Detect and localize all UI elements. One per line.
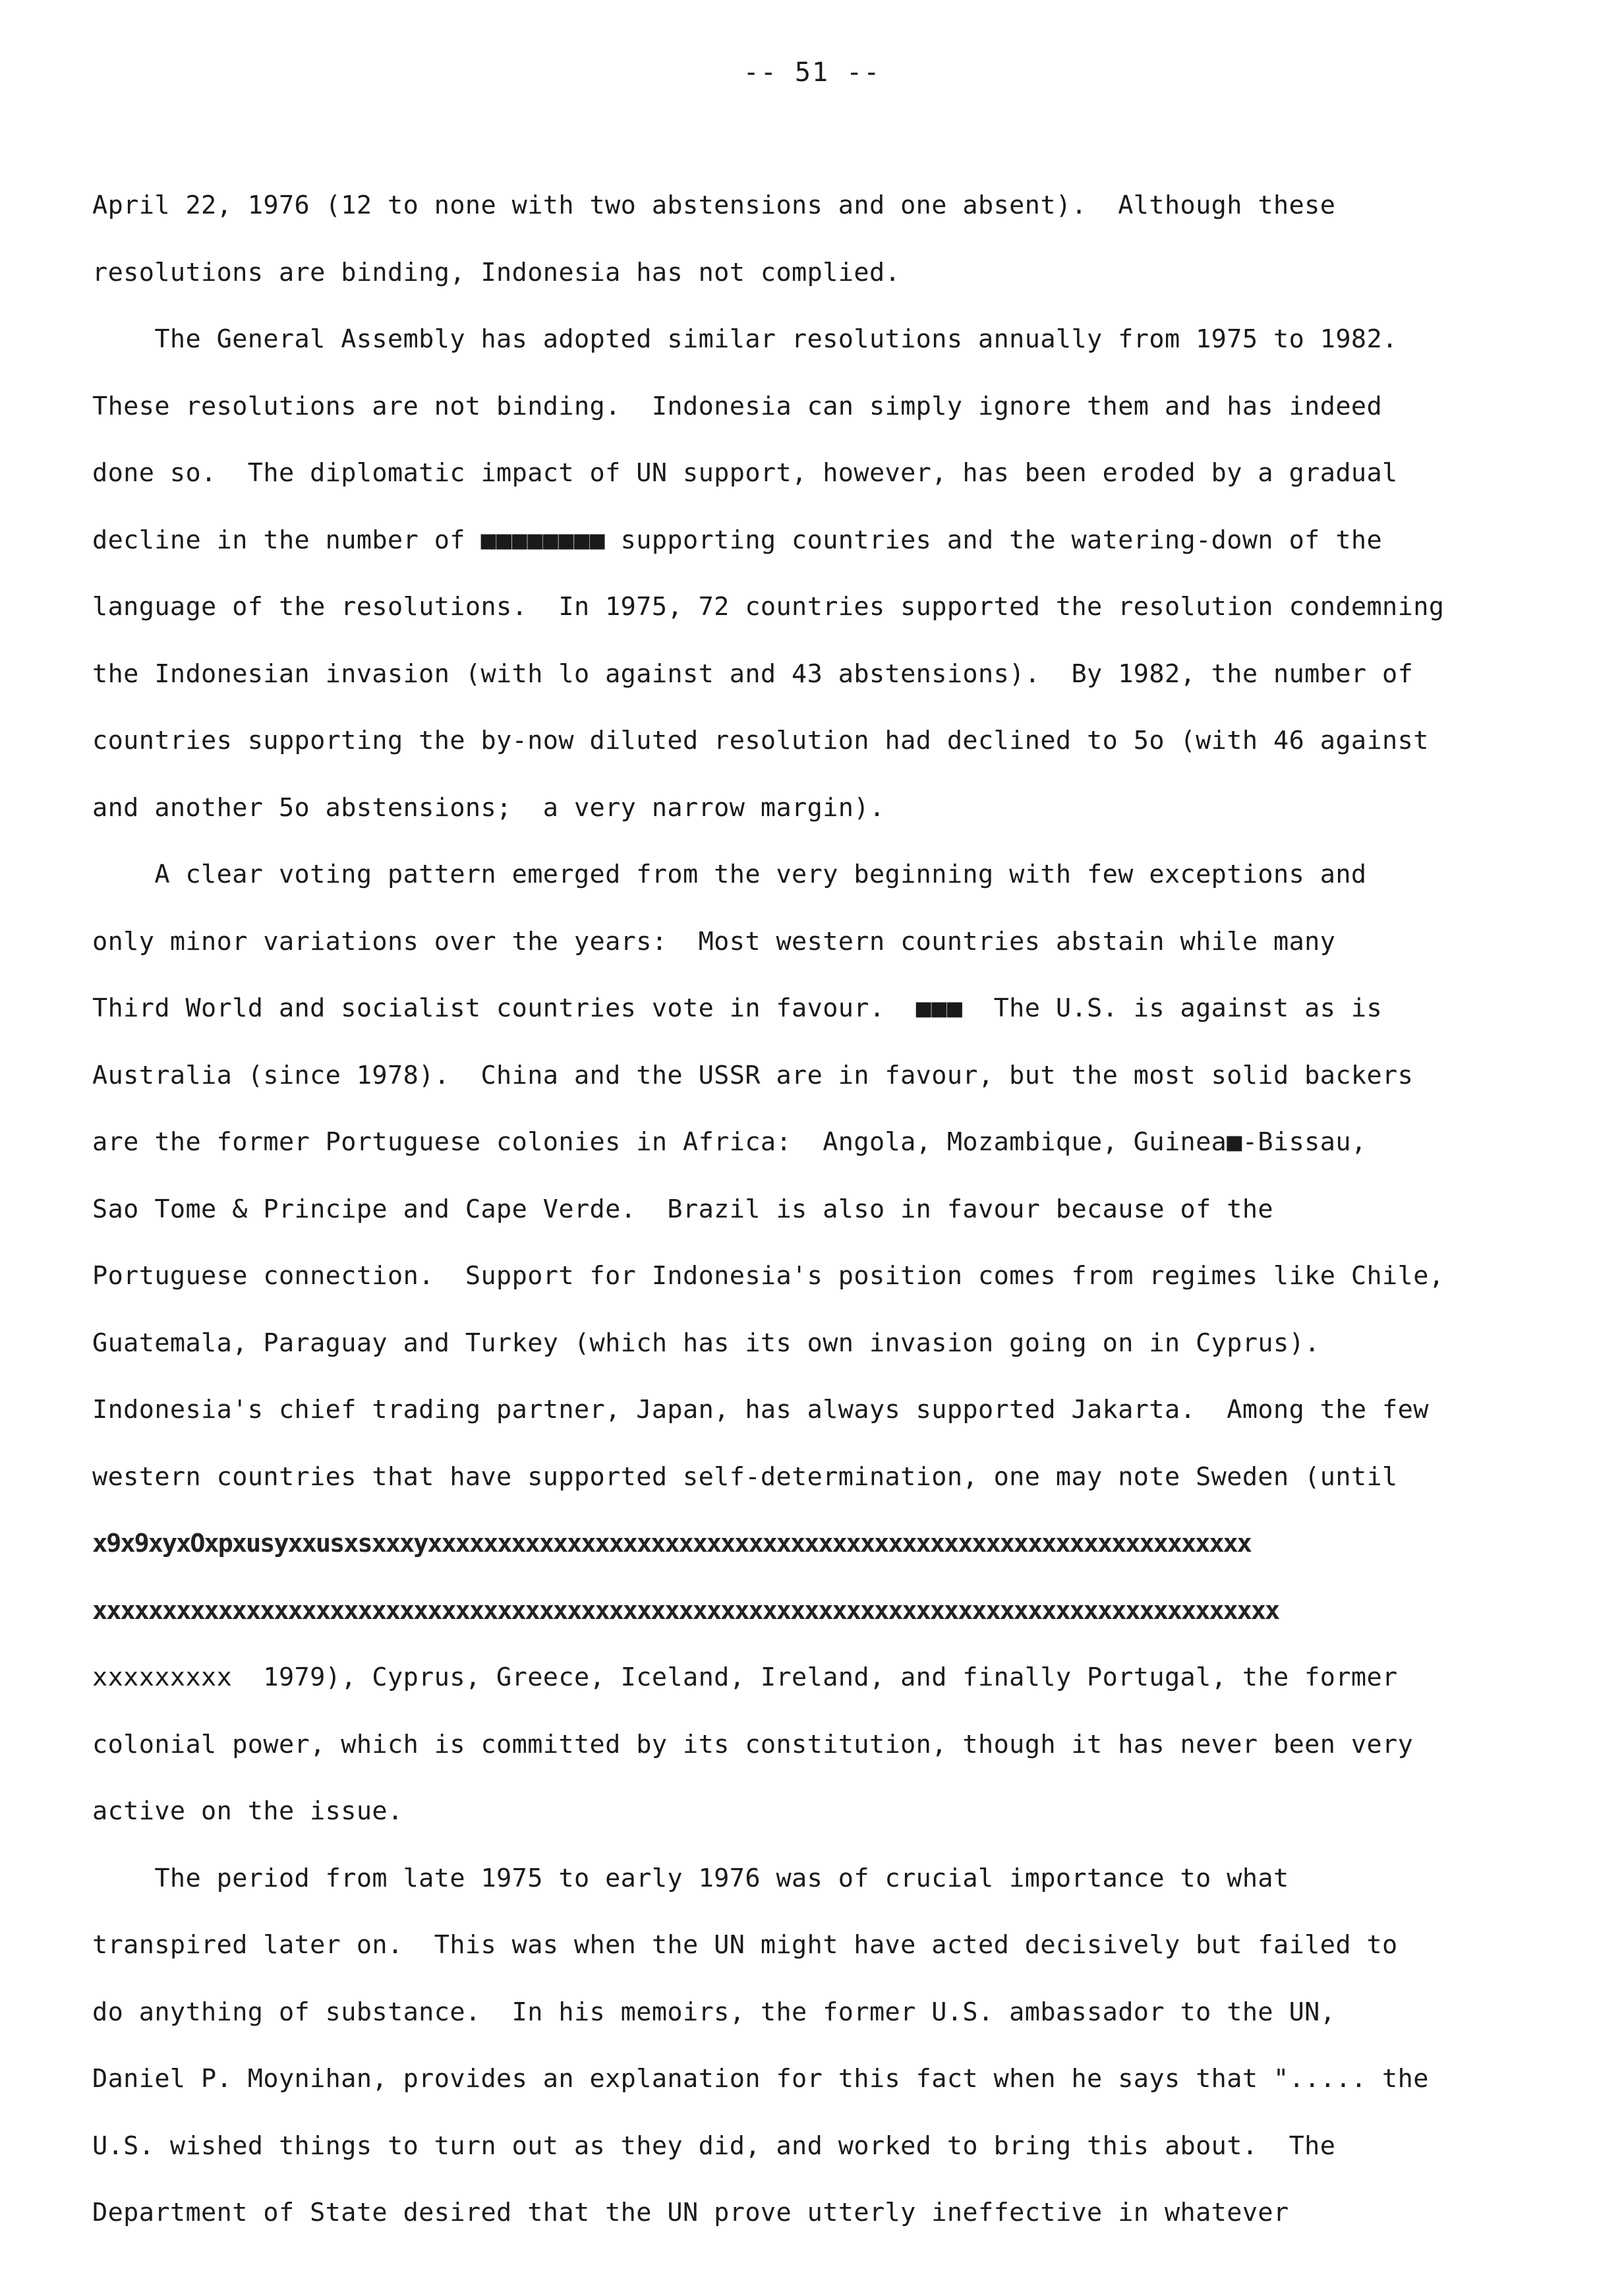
text-line: A clear voting pattern emerged from the very beginning with few exceptions and: [92, 860, 1367, 889]
text-line: western countries that have supported self-determination, one may note Sweden (until: [92, 1461, 1398, 1492]
text-line: colonial power, which is committed by its constitution, though it has never been very: [92, 1729, 1414, 1759]
text-line: Guatemala, Paraguay and Turkey (which has its own invasion going on in Cyprus).: [92, 1328, 1320, 1358]
document-body: [92, 185, 1562, 2259]
text-line: The General Assembly has adopted similar resolutions annually from 1975 to 1982.: [92, 324, 1398, 354]
struck-out-line: xxxxxxxxxxxxxxxxxxxxxxxxxxxxxxxxxxxxxxxxxxxxxxxxxxxxxxxxxxxxxxxxxxxxxxxxxxxxxxxxxxxxx: [92, 1595, 1279, 1626]
text-line: transpired later on. This was when the UN might have acted decisively but failed to: [92, 1930, 1398, 1960]
page-number: -- 51 --: [743, 57, 881, 88]
text-line: Daniel P. Moynihan, provides an explanation for this fact when he says that "..... the: [92, 2064, 1429, 2094]
text-line: Third World and socialist countries vote in favour. ■■■ The U.S. is against as is: [92, 993, 1383, 1023]
text-line: U.S. wished things to turn out as they did, and worked to bring this about. The: [92, 2131, 1336, 2161]
text-line: Department of State desired that the UN prove utterly ineffective in whatever: [92, 2198, 1289, 2227]
text-line: Australia (since 1978). China and the USSR are in favour, but the most solid backers: [92, 1060, 1414, 1090]
text-line: countries supporting the by-now diluted resolution had declined to 5o (with 46 against: [92, 726, 1429, 755]
text-line: Sao Tome & Principe and Cape Verde. Brazil is also in favour because of the: [92, 1194, 1274, 1224]
text-line: decline in the number of ■■■■■■■■ supporting countries and the watering-down of the: [92, 525, 1383, 555]
text-line: These resolutions are not binding. Indonesia can simply ignore them and has indeed: [92, 391, 1383, 421]
text-line: xxxxxxxxx 1979), Cyprus, Greece, Iceland, Ireland, and finally Portugal, the former: [92, 1662, 1398, 1692]
text-line: Portuguese connection. Support for Indonesia's position comes from regimes like Chile,: [92, 1261, 1445, 1291]
text-line: do anything of substance. In his memoirs, the former U.S. ambassador to the UN,: [92, 1997, 1336, 2027]
text-line: done so. The diplomatic impact of UN support, however, has been eroded by a gradual: [92, 458, 1398, 488]
text-line: active on the issue.: [92, 1796, 403, 1826]
text-line: language of the resolutions. In 1975, 72 countries supported the resolution condemning: [92, 592, 1445, 622]
text-line: and another 5o abstensions; a very narrow margin).: [92, 792, 885, 823]
text-line: resolutions are binding, Indonesia has not complied.: [92, 257, 901, 287]
text-line: The period from late 1975 to early 1976 was of crucial importance to what: [92, 1863, 1289, 1893]
text-line: the Indonesian invasion (with lo against and 43 abstensions). By 1982, the number of: [92, 659, 1414, 689]
struck-out-line: x9x9xyxOxpxusyxxusxsxxxyxxxxxxxxxxxxxxxxxxxxxxxxxxxxxxxxxxxxxxxxxxxxxxxxxxxxxxxxxxx: [92, 1529, 1251, 1558]
text-line: Indonesia's chief trading partner, Japan, has always supported Jakarta. Among the few: [92, 1395, 1429, 1425]
text-line: are the former Portuguese colonies in Africa: Angola, Mozambique, Guinea■-Bissau,: [92, 1127, 1367, 1157]
text-line: only minor variations over the years: Most western countries abstain while many: [92, 926, 1336, 956]
text-line: April 22, 1976 (12 to none with two abstensions and one absent). Although these: [92, 191, 1336, 220]
